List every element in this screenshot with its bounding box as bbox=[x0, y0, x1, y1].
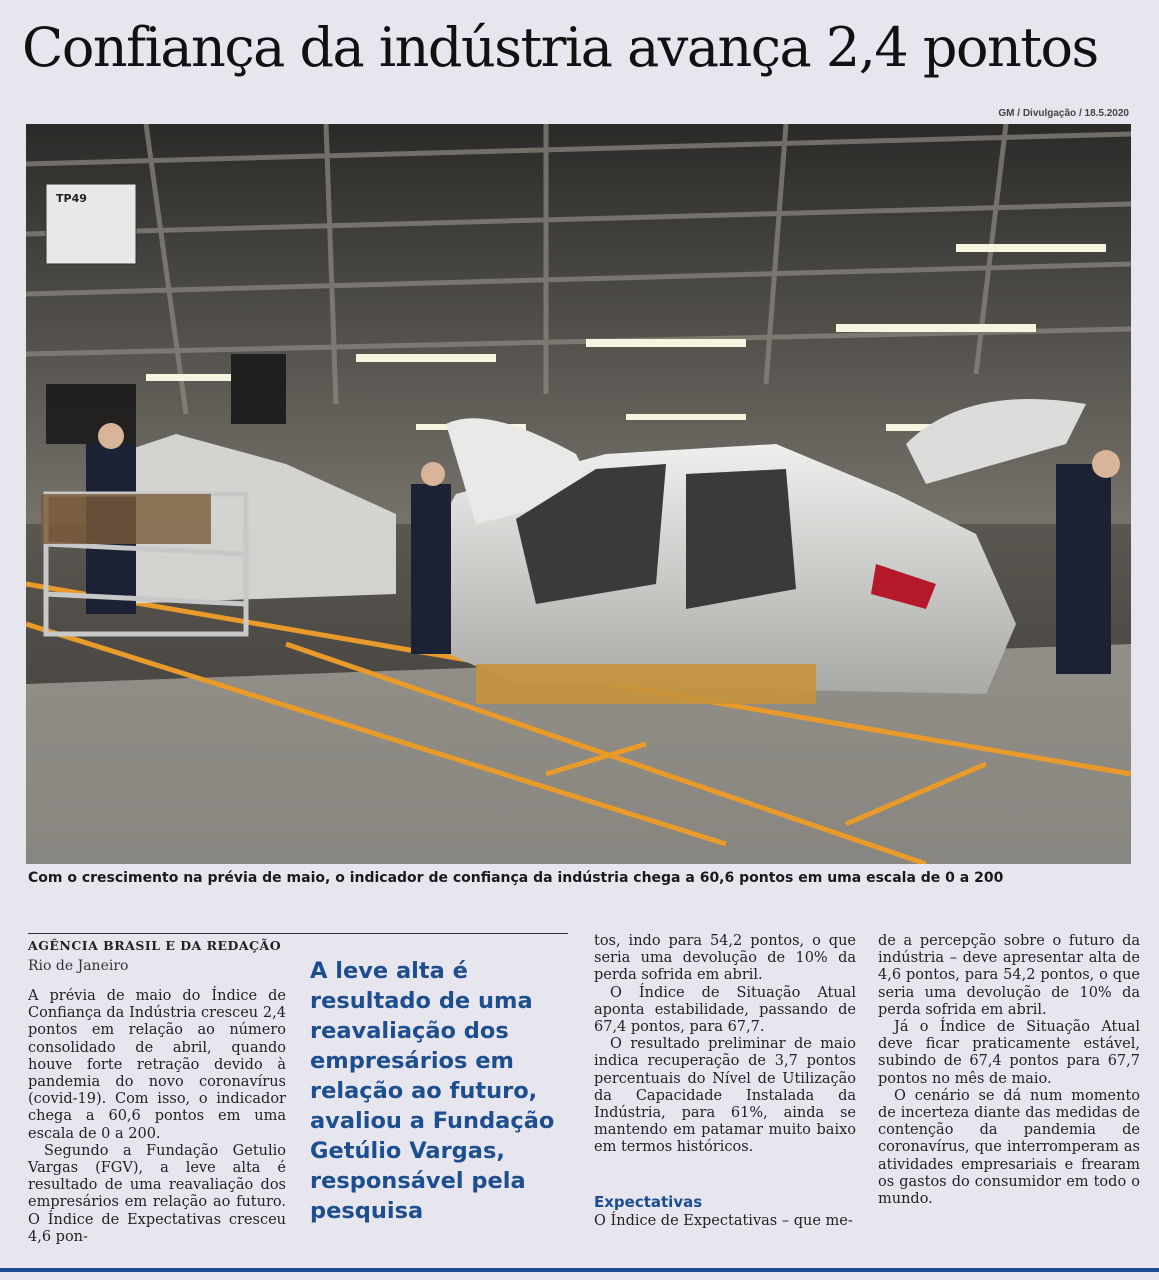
paragraph: de a percepção sobre o futuro da indústria – deve apresentar alta de 4,6 pontos, para 54,2 pontos, o que seria uma devolução de 10% da perda sofrida em abril. bbox=[878, 933, 1140, 1018]
photo-caption: Com o crescimento na prévia de maio, o indicador de confiança da indústria chega a 60,6 pontos em uma escala de 0 a 200 bbox=[28, 870, 1004, 886]
paragraph: O resultado preliminar de maio indica recuperação de 3,7 pontos percentuais do Nível de Utilização da Capacidade Instalada da Indústria, para 61%, ainda se mantendo em patamar muito baixo em termos históricos. bbox=[594, 1036, 856, 1156]
article-column-3-end bbox=[594, 1213, 856, 1230]
byline: AGÊNCIA BRASIL E DA REDAÇÃO bbox=[28, 938, 282, 953]
factory-illustration bbox=[26, 124, 1131, 864]
headline: Confiança da indústria avança 2,4 pontos bbox=[22, 16, 1098, 79]
article-column-4 bbox=[878, 933, 1140, 1208]
photo-credit: GM / Divulgação / 18.5.2020 bbox=[998, 108, 1129, 119]
paragraph: A prévia de maio do Índice de Confiança da Indústria cresceu 2,4 pontos em relação ao número consolidado de abril, quando houve forte retração devido à pandemia do novo coronavírus (covid-19). Com isso, o indicador chega a 60,6 pontos em uma escala de 0 a 200. bbox=[28, 988, 286, 1142]
article-column-3 bbox=[594, 933, 856, 1157]
paragraph: Já o Índice de Situação Atual deve ficar praticamente estável, subindo de 67,4 pontos para 67,7 pontos no mês de maio. bbox=[878, 1019, 1140, 1087]
paragraph: tos, indo para 54,2 pontos, o que seria uma devolução de 10% da perda sofrida em abril. bbox=[594, 933, 856, 984]
paragraph: Segundo a Fundação Getulio Vargas (FGV), a leve alta é resultado de uma reavaliação dos empresários em relação ao futuro. O Índice de Expectativas cresceu 4,6 pon- bbox=[28, 1142, 286, 1245]
article-column-1 bbox=[28, 988, 286, 1246]
paragraph: O Índice de Situação Atual aponta estabilidade, passando de 67,4 pontos, para 67,7. bbox=[594, 984, 856, 1036]
paragraph: O cenário se dá num momento de incerteza diante das medidas de contenção da pandemia de coronavírus, que interromperam as atividades empresariais e frearam os gastos do consumidor em todo o mundo. bbox=[878, 1087, 1140, 1208]
byline-rule bbox=[28, 933, 568, 934]
bottom-rule bbox=[0, 1268, 1159, 1272]
factory-photo bbox=[26, 124, 1131, 864]
dateline: Rio de Janeiro bbox=[28, 958, 129, 974]
paragraph: O Índice de Expectativas – que me- bbox=[594, 1213, 853, 1229]
pull-quote: A leve alta é resultado de uma reavaliação dos empresários em relação ao futuro, avaliou a Fundação Getúlio Vargas, responsável pela pesquisa bbox=[310, 958, 555, 1224]
section-subhead: Expectativas bbox=[594, 1193, 703, 1211]
station-sign-label: TP49 bbox=[56, 192, 87, 205]
